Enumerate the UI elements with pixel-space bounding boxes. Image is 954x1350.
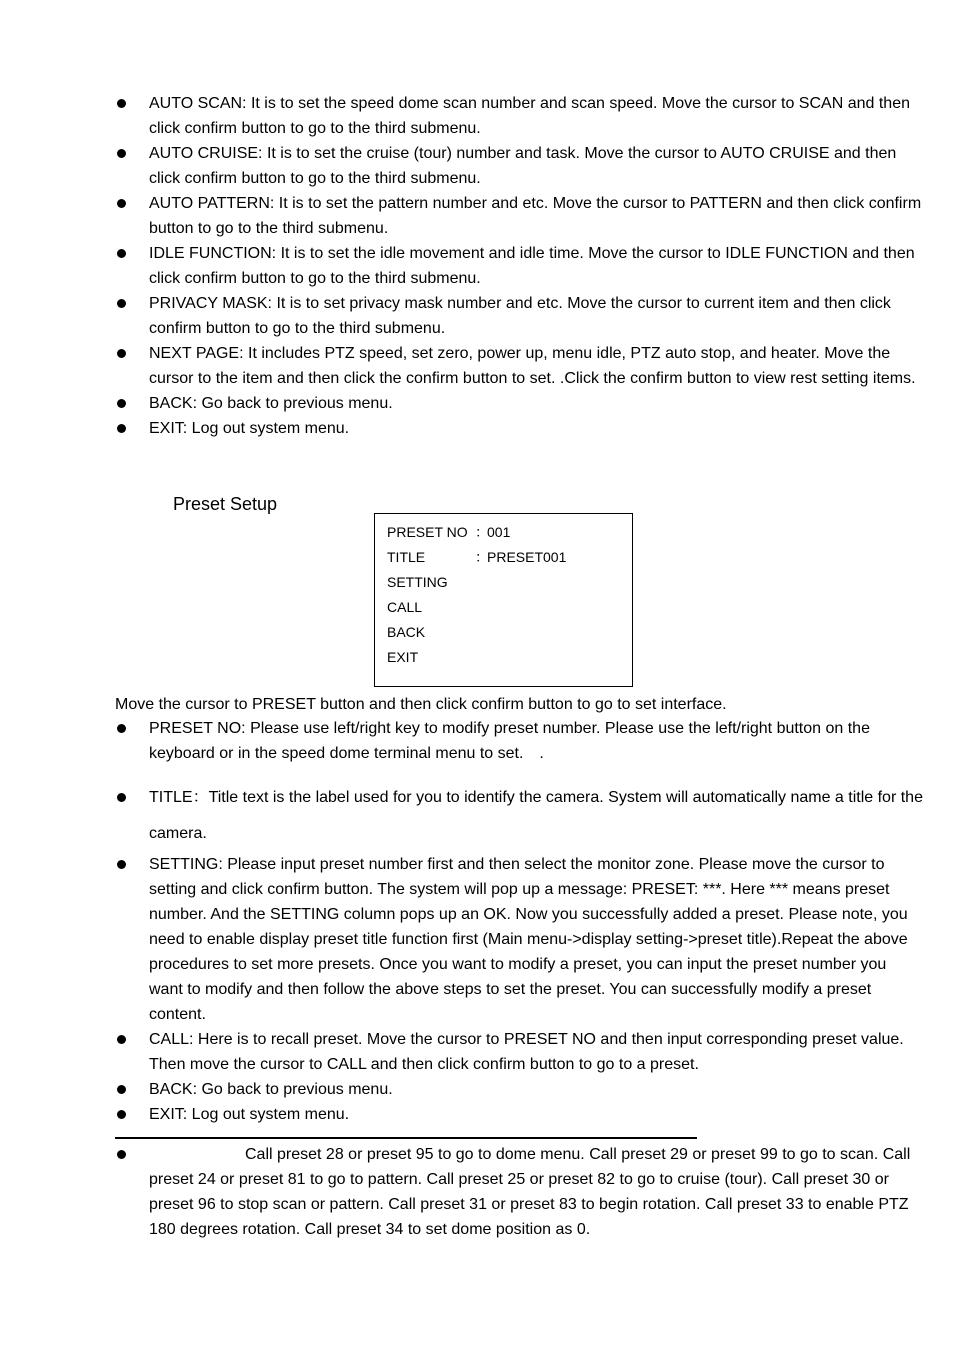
list-item-back [0,1077,954,1102]
list-item-text: AUTO SCAN: It is to set the speed dome scan number and scan speed. Move the cursor to SCAN and then click confirm button to go to the third submenu. [149,95,910,137]
bullet-icon [117,1085,126,1094]
bullet-icon [117,860,126,869]
function-description-list [0,91,954,441]
list-item-text: Call preset 28 or preset 95 to go to dome menu. Call preset 29 or preset 99 to go to scan. Call preset 24 or preset 81 to go to pattern. Call preset 25 or preset 82 to go to cruise (tour). Call preset 30 or preset 96 to stop scan or pattern. Call preset 31 or preset 83 to begin rotation. Call preset 33 to enable PTZ 180 degrees rotation. Call preset 34 to set dome position as 0. [149,1146,911,1238]
bullet-icon [117,149,126,158]
menu-item-value: PRESET001 [487,549,567,565]
list-item-idle-function [0,241,954,291]
list-item-text: AUTO PATTERN: It is to set the pattern number and etc. Move the cursor to PATTERN and then click confirm button to go to the third submenu. [149,195,922,237]
menu-item-title[interactable] [387,545,566,570]
list-item-text: AUTO CRUISE: It is to set the cruise (tour) number and task. Move the cursor to AUTO CRUISE and then click confirm button to go to the third submenu. [149,145,897,187]
list-item-exit [0,1102,954,1127]
list-item-auto-scan [0,91,954,141]
menu-item-label: PRESET NO [387,524,468,540]
bullet-icon [117,199,126,208]
bullet-icon [117,793,126,802]
menu-item-preset-no[interactable] [387,520,510,545]
menu-item-back[interactable]: BACK [387,624,426,640]
note-list [0,1142,954,1242]
bullet-icon [117,724,126,733]
list-item-text: CALL: Here is to recall preset. Move the cursor to PRESET NO and then input corresponding preset value. Then move the cursor to CALL and then click confirm button to go to a preset. [149,1031,904,1073]
bullet-icon [117,349,126,358]
list-item-text: BACK: Go back to previous menu. [149,1081,393,1098]
menu-item-call[interactable]: CALL [387,599,423,615]
list-item-text: IDLE FUNCTION: It is to set the idle movement and idle time. Move the cursor to IDLE FUNCTION and then click confirm button to go to the third submenu. [149,245,915,287]
list-item-text: SETTING: Please input preset number first and then select the monitor zone. Please move the cursor to setting and click confirm button. The system will pop up a message: PRESET: ***. Here *** means preset number. And the SETTING column pops up an OK. Now you successfully added a preset. Please note, you need to enable display preset title function first (Main menu->display setting->preset title).Repeat the above procedures to set more presets. Once you want to modify a preset, you can input the preset number you want to modify and then follow the above steps to set the preset. You can successfully modify a preset content. [149,856,908,1023]
list-item-text: TITLE：Title text is the label used for you to identify the camera. System will automatically name a title for the camera. [149,789,923,842]
list-item-auto-pattern [0,191,954,241]
bullet-icon [117,249,126,258]
list-item-auto-cruise [0,141,954,191]
menu-item-setting[interactable]: SETTING [387,574,448,590]
divider [115,1137,697,1139]
preset-description-list [0,716,954,1127]
list-item-text: BACK: Go back to previous menu. [149,395,393,412]
menu-item-separator: ： [475,549,489,565]
intro-paragraph: Move the cursor to PRESET button and then click confirm button to go to set interface. [115,696,727,713]
list-item-call [0,1027,954,1077]
list-item-note [0,1142,954,1242]
bullet-icon [117,1110,126,1119]
section-heading: Preset Setup [173,494,278,514]
list-item-text: PRIVACY MASK: It is to set privacy mask number and etc. Move the cursor to current item and then click confirm button to go to the third submenu. [149,295,891,337]
bullet-icon [117,1150,126,1159]
bullet-icon [117,299,126,308]
list-item-next-page [0,341,954,391]
menu-item-separator: ： [475,524,489,540]
menu-item-label: TITLE [387,549,426,565]
list-item-text: EXIT: Log out system menu. [149,420,350,437]
bullet-icon [117,424,126,433]
list-item-exit [0,416,954,441]
list-item-privacy-mask [0,291,954,341]
list-item-setting [0,852,954,1027]
bullet-icon [117,1035,126,1044]
menu-item-exit[interactable]: EXIT [387,649,419,665]
list-item-text: EXIT: Log out system menu. [149,1106,350,1123]
list-item-text: NEXT PAGE: It includes PTZ speed, set zero, power up, menu idle, PTZ auto stop, and heater. Move the cursor to the item and then click the confirm button to set. .Click the confirm button to view rest setting items. [149,345,916,387]
bullet-icon [117,399,126,408]
bullet-icon [117,99,126,108]
list-item-text: PRESET NO: Please use left/right key to modify preset number. Please use the left/right button on the keyboard or in the speed dome terminal menu to set. . [149,720,870,762]
list-item-title [0,780,954,852]
list-item-preset-no [0,716,954,766]
menu-item-value: 001 [487,524,511,540]
list-item-back [0,391,954,416]
preset-setup-menu [374,513,633,687]
